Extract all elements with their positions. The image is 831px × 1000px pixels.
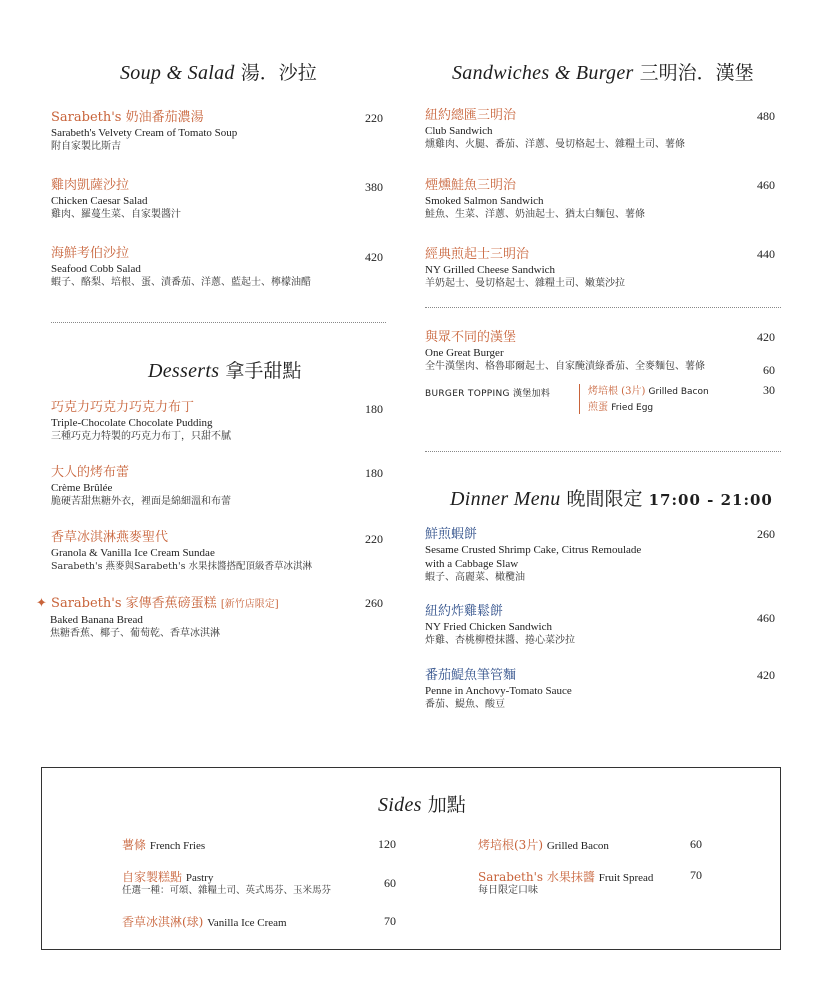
menu-item [425,247,625,290]
side-name-zh: 薯條 [122,838,147,852]
item-description: 全牛漢堡肉、格魯耶爾起士、自家醃漬綠番茄、全麥麵包、薯條 [425,361,705,372]
side-name-en: Vanilla Ice Cream [207,917,287,929]
item-price: 220 [365,111,383,125]
side-description: 任選一種：可頌、雜糧土司、英式馬芬、玉米馬芬 [122,885,332,896]
menu-item [425,527,641,584]
item-name-zh: 香草冰淇淋燕麥聖代 [51,530,169,545]
side-item [122,868,213,885]
topping-option [588,384,709,400]
section-divider [51,322,386,323]
dinner-title-script: Dinner Menu [450,488,561,510]
item-name-zh: 雞肉凱薩沙拉 [51,178,130,193]
side-price: 60 [384,876,396,890]
dinner-time: 17:00 - 21:00 [648,491,773,509]
item-description: 炸雞、杏桃柳橙抹醬、捲心菜沙拉 [425,635,575,646]
side-item [478,836,609,853]
menu-item [425,604,575,647]
side-name-en: Grilled Bacon [546,840,609,852]
topping-price: 30 [763,383,775,397]
item-name-zh: 海鮮考伯沙拉 [51,246,130,261]
sandwiches-title [452,58,754,85]
side-description: 每日限定口味 [478,885,538,896]
item-name-zh: 鮮煎蝦餅 [425,527,478,542]
desserts-title-zh: 拿手甜點 [225,360,302,382]
side-price: 70 [690,868,702,882]
sides-title-script: Sides [378,794,422,816]
item-price: 380 [365,180,383,194]
item-price: 220 [365,532,383,546]
item-name-zh: 紐約炸雞鬆餅 [425,604,504,619]
item-description: 蝦子、酪梨、培根、蛋、漬番茄、洋蔥、藍起士、檸檬油醋 [51,277,311,288]
side-name-zh: 烤培根(3片) [478,838,543,852]
item-price: 480 [757,109,775,123]
item-description: 三種巧克力特製的巧克力布丁，只甜不膩 [51,431,231,442]
item-price: 440 [757,247,775,261]
desserts-title-script: Desserts [148,360,220,382]
item-price: 180 [365,466,383,480]
item-name-zh: 煙燻鮭魚三明治 [425,178,517,193]
item-name-en: Triple-Chocolate Chocolate Pudding [51,417,213,429]
item-description: 燻雞肉、火腿、番茄、洋蔥、曼切格起士、雜糧土司、薯條 [425,139,685,150]
menu-item [425,668,572,711]
side-item [478,868,653,885]
item-description: 雞肉、羅蔓生菜、自家製醬汁 [51,209,181,220]
menu-item [425,330,705,373]
section-divider [425,307,781,308]
item-description: 焦糖香蕉、椰子、葡萄乾、香草冰淇淋 [50,628,220,639]
sandwiches-title-zh: 三明治．漢堡 [639,62,754,84]
item-name-en: Granola & Vanilla Ice Cream Sundae [51,547,215,559]
item-name-en: One Great Burger [425,347,504,359]
soup-salad-title [120,58,317,85]
burger-topping-label: BURGER TOPPING 漢堡加料 [425,389,551,399]
item-name-row [36,596,279,613]
item-price: 460 [757,178,775,192]
menu-item [425,178,645,221]
side-name-zh: 香草冰淇淋(球) [122,915,204,929]
side-name-en: Fruit Spread [598,872,654,884]
item-description: 蝦子、高麗菜、橄欖油 [425,572,525,583]
soup-salad-title-script: Soup & Salad [120,62,235,84]
topping-option [588,400,653,416]
topping-name-zh: 烤培根 (3片) [588,386,646,397]
item-name-en: Baked Banana Bread [50,614,143,626]
store-limited-tag: [新竹店限定] [220,599,279,610]
item-name-zh: 番茄鯷魚筆管麵 [425,668,517,683]
item-name-en: Club Sandwich [425,125,493,137]
item-name-en-line2: with a Cabbage Slaw [425,558,519,570]
item-name-zh: 經典煎起士三明治 [425,247,530,262]
dinner-title-zh: 晚間限定 [566,488,643,510]
topping-bar [579,384,580,414]
side-name-zh: 自家製糕點 [122,870,183,884]
topping-name-en: Fried Egg [611,403,654,413]
item-price: 420 [757,668,775,682]
topping-name-en: Grilled Bacon [648,387,709,397]
side-name-zh: Sarabeth's 水果抹醬 [478,870,595,884]
menu-item [51,400,231,443]
item-name-en: Chicken Caesar Salad [51,195,148,207]
dinner-title [450,484,773,511]
item-name-en: Seafood Cobb Salad [51,263,141,275]
menu-item [425,108,685,151]
side-price: 70 [384,914,396,928]
soup-salad-title-zh: 湯．沙拉 [240,62,317,84]
menu-item [51,178,181,221]
menu-item [51,465,231,508]
item-name-zh: 大人的烤布蕾 [51,465,130,480]
menu-item [51,110,237,153]
side-name-en: French Fries [149,840,206,852]
item-name-zh: Sarabeth's 家傳香蕉磅蛋糕 [51,596,217,611]
item-name-zh: 巧克力巧克力巧克力布丁 [51,400,195,415]
item-description: Sarabeth's 燕麥與Sarabeth's 水果抹醬搭配頂級香草冰淇淋 [51,561,313,572]
item-name-en: Crème Brûlée [51,482,113,494]
item-price: 460 [757,611,775,625]
item-price: 420 [757,330,775,344]
topping-name-zh: 煎蛋 [588,402,608,413]
item-name-zh: Sarabeth's 奶油番茄濃湯 [51,110,204,125]
sides-title-zh: 加點 [427,794,466,816]
item-price: 260 [757,527,775,541]
item-description: 鮭魚、生菜、洋蔥、奶油起士、猶太白麵包、薯條 [425,209,645,220]
item-price: 420 [365,250,383,264]
item-description: 附自家製比斯吉 [51,141,121,152]
item-name-en: NY Grilled Cheese Sandwich [425,264,556,276]
star-icon: ✦ [36,596,47,611]
sandwiches-title-script: Sandwiches & Burger [452,62,634,84]
desserts-title [148,356,301,383]
item-name-zh: 與眾不同的漢堡 [425,330,517,345]
item-name-en: NY Fried Chicken Sandwich [425,621,552,633]
item-name-en: Smoked Salmon Sandwich [425,195,544,207]
item-name-en: Penne in Anchovy-Tomato Sauce [425,685,572,697]
item-name-en: Sarabeth's Velvety Cream of Tomato Soup [51,127,238,139]
side-item [122,913,287,930]
item-name-zh: 紐約總匯三明治 [425,108,517,123]
side-price: 120 [378,837,396,851]
menu-item [51,246,311,289]
item-description: 羊奶起士、曼切格起士、雜糧土司、嫩葉沙拉 [425,278,625,289]
item-description: 脆硬苦甜焦糖外衣，裡面是綿細溫和布蕾 [51,496,231,507]
item-description: 番茄、鯷魚、酸豆 [425,699,505,710]
section-divider [425,451,781,452]
side-price: 60 [690,837,702,851]
item-price: 260 [365,596,383,610]
menu-item [51,530,312,573]
item-price: 180 [365,402,383,416]
item-name-en: Sesame Crusted Shrimp Cake, Citrus Remoulade [425,544,642,556]
menu-item [36,596,279,640]
side-name-en: Pastry [185,872,214,884]
side-item [122,836,205,853]
sides-title [378,790,466,817]
topping-price: 60 [763,363,775,377]
